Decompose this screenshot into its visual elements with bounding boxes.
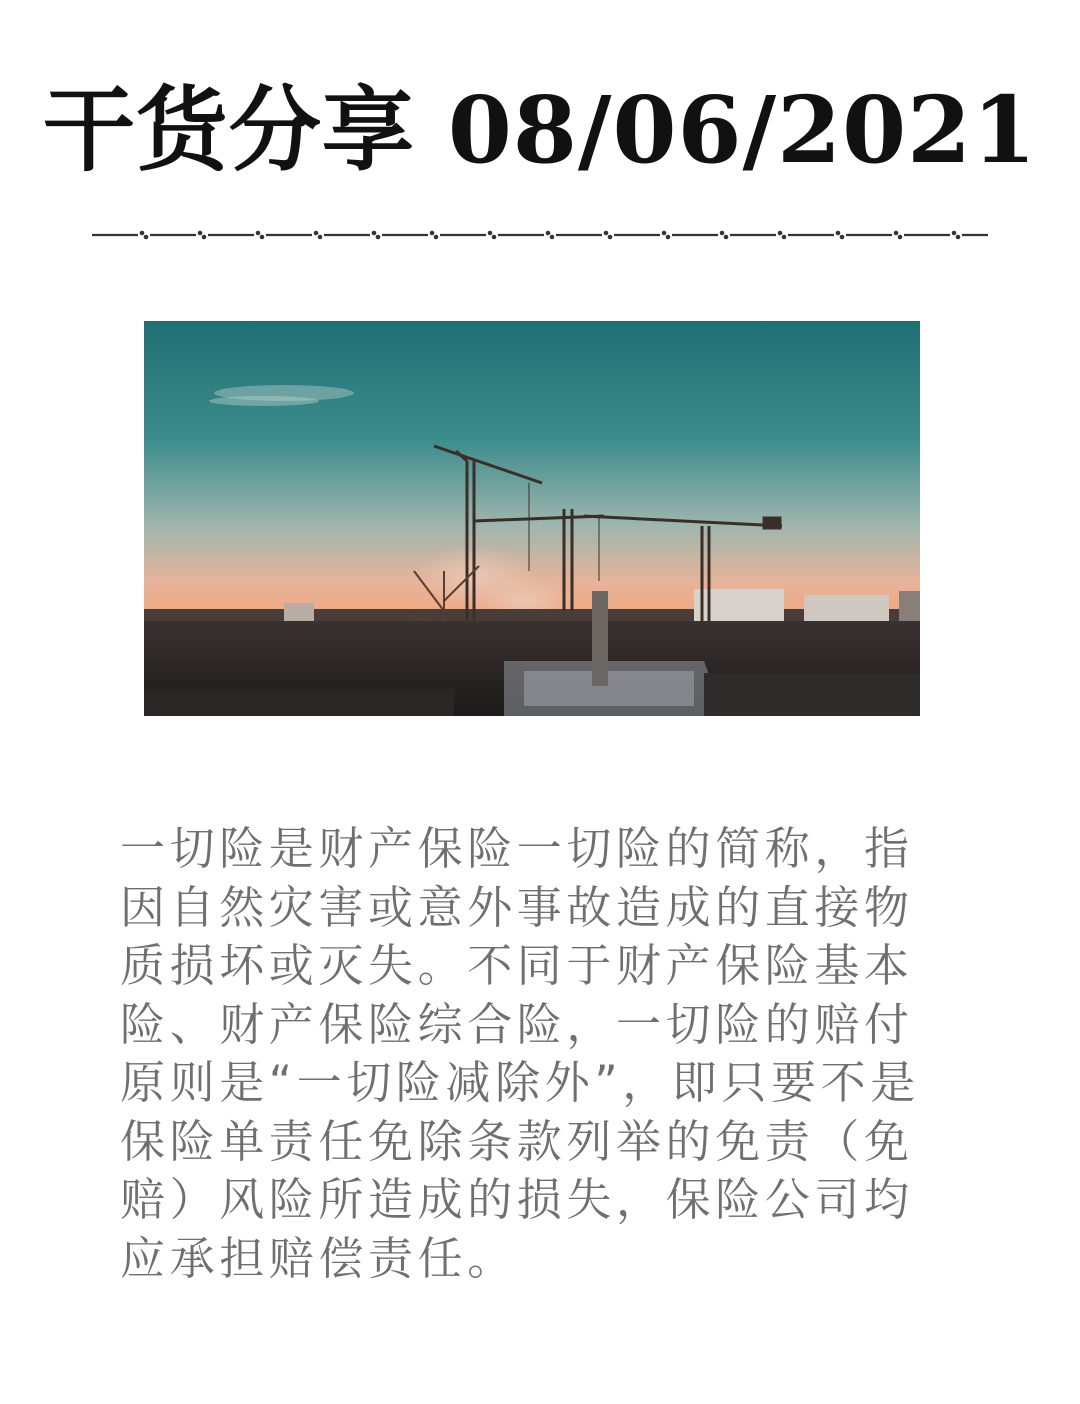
divider-dot (667, 236, 669, 238)
divider-dot (431, 232, 433, 234)
dashed-divider (92, 228, 988, 242)
divider-dot (663, 232, 665, 234)
page-title: 干货分享 08/06/2021 (42, 76, 1038, 184)
divider-dot (373, 232, 375, 234)
divider-dot (493, 236, 495, 238)
divider-dot (261, 236, 263, 238)
divider-dot (377, 236, 379, 238)
divider-dot (837, 232, 839, 234)
divider-dot (957, 236, 959, 238)
divider-dot (141, 232, 143, 234)
divider-dot (319, 236, 321, 238)
divider-dot (841, 236, 843, 238)
construction-cranes-sunset-photo-icon (144, 321, 920, 716)
divider-dot (145, 236, 147, 238)
divider-dot (895, 232, 897, 234)
divider-dot (547, 232, 549, 234)
divider-dot (203, 236, 205, 238)
divider-dot (721, 232, 723, 234)
divider-dot (489, 232, 491, 234)
divider-dot (257, 232, 259, 234)
divider-dot (899, 236, 901, 238)
divider-dot (199, 232, 201, 234)
divider-dot (779, 232, 781, 234)
divider-dot (315, 232, 317, 234)
divider-dot (609, 236, 611, 238)
divider-dot (953, 232, 955, 234)
divider-dot (435, 236, 437, 238)
divider-dot (725, 236, 727, 238)
hero-image (144, 321, 920, 716)
article-paragraph: 一切险是财产保险一切险的简称，指因自然灾害或意外事故造成的直接物质损坏或灭失。不同于财产保险基本险、财产保险综合险，一切险的赔付原则是“一切险减除外”，即只要不是保险单责任免除条款列举的免责（免赔）风险所造成的损失，保险公司均应承担赔偿责任。 (120, 822, 920, 1285)
divider-dot (605, 232, 607, 234)
divider-dot (783, 236, 785, 238)
divider-dot (551, 236, 553, 238)
